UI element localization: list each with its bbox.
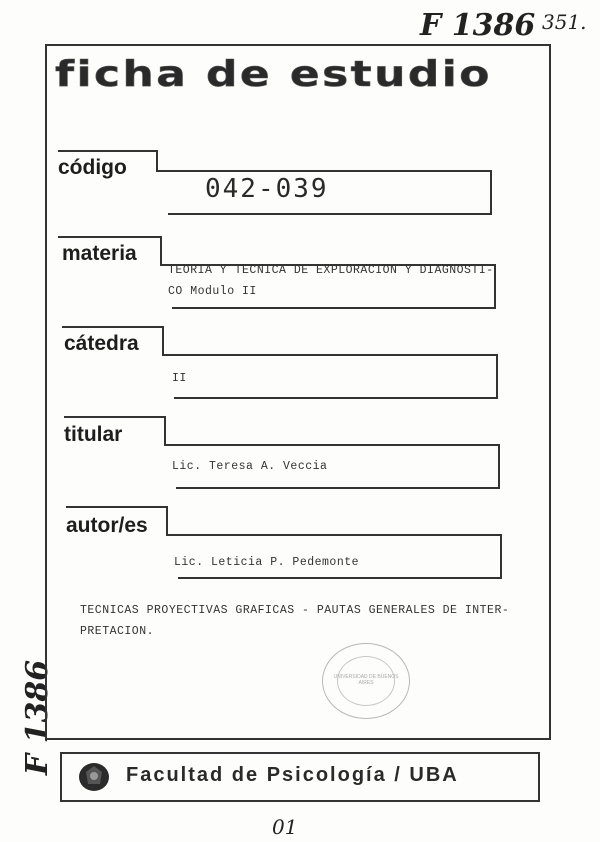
side-handwritten-code: F 1386 <box>20 659 56 776</box>
materia-divider <box>160 236 162 264</box>
titular-top-line <box>64 416 164 418</box>
titular-box-top <box>164 444 500 446</box>
faculty-footer <box>60 752 540 802</box>
university-crest-icon <box>76 758 112 794</box>
page-number: 01 <box>272 815 298 839</box>
codigo-value: 042-039 <box>205 174 329 204</box>
catedra-box-bottom <box>174 397 498 399</box>
materia-box-right <box>494 264 496 308</box>
card-title: ficha de estudio <box>55 54 492 95</box>
description-line-1: TECNICAS PROYECTIVAS GRAFICAS - PAUTAS GENERALES DE INTER- <box>80 604 510 617</box>
autores-top-line <box>66 506 166 508</box>
codigo-box-right <box>490 170 492 214</box>
materia-line-1: TEORIA Y TECNICA DE EXPLORACION Y DIAGNOSTI- <box>168 264 494 277</box>
description-line-2: PRETACION. <box>80 625 155 638</box>
titular-box-bottom <box>176 487 500 489</box>
titular-divider <box>164 416 166 444</box>
codigo-label: código <box>58 156 127 179</box>
seal-text: UNIVERSIDAD DE BUENOS AIRES <box>333 674 399 686</box>
codigo-divider <box>156 150 158 170</box>
codigo-top-line <box>58 150 156 152</box>
titular-label: titular <box>64 423 123 446</box>
materia-line-2: CO Modulo II <box>168 285 257 298</box>
catedra-box-right <box>496 354 498 398</box>
catedra-value: II <box>172 372 187 385</box>
catedra-label: cátedra <box>64 332 139 355</box>
autores-value: Lic. Leticia P. Pedemonte <box>174 556 360 569</box>
catedra-top-line <box>62 326 162 328</box>
autores-divider <box>166 506 168 534</box>
catedra-box-top <box>162 354 498 356</box>
catedra-divider <box>162 326 164 354</box>
top-handwritten-number: 351. <box>542 10 587 34</box>
university-seal-stamp <box>322 643 410 719</box>
titular-box-right <box>498 444 500 488</box>
autores-box-top <box>166 534 502 536</box>
codigo-box-top <box>156 170 492 172</box>
codigo-box-bottom <box>168 213 492 215</box>
materia-box-bottom <box>172 307 496 309</box>
faculty-name: Facultad de Psicología / UBA <box>126 764 459 786</box>
titular-value: Lic. Teresa A. Veccia <box>172 460 328 473</box>
materia-top-line <box>58 236 160 238</box>
autores-label: autor/es <box>66 514 148 537</box>
autores-box-bottom <box>178 577 502 579</box>
top-handwritten-code: F 1386 <box>420 8 536 43</box>
autores-box-right <box>500 534 502 578</box>
materia-label: materia <box>62 242 137 265</box>
